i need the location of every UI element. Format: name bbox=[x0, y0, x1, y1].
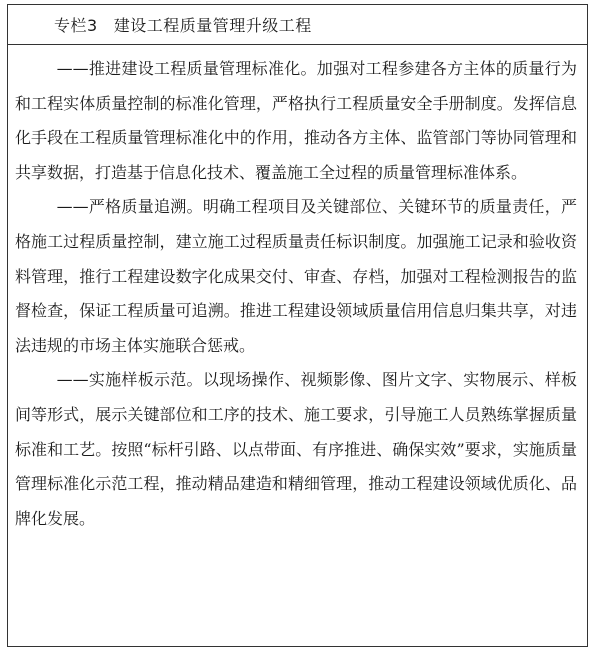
paragraph-text: 以现场操作、视频影像、图片文字、实物展示、样板间等形式，展示关键部位和工序的技术、施工要求，引导施工人员熟练掌握质量标准和工艺。按照“标杆引路、以点带面、有序推进、确保实效”要求，实施质量管理标准化示范工程，推动精品建造和精细管理，推动工程建设领域优质化、品牌化发展。 bbox=[15, 370, 577, 528]
column-title: 建设工程质量管理升级工程 bbox=[113, 16, 312, 35]
column-tag: 专栏3 bbox=[54, 16, 98, 35]
paragraph-standardization bbox=[15, 52, 577, 190]
paragraph-lead: ——严格质量追溯。 bbox=[56, 197, 203, 217]
column-box bbox=[7, 4, 588, 647]
paragraph-traceability bbox=[15, 190, 577, 363]
paragraph-text: 加强对工程参建各方主体的质量行为和工程实体质量控制的标准化管理，严格执行工程质量安全手册制度。发挥信息化手段在工程质量管理标准化中的作用，推动各方主体、监管部门等协同管理和共享数据，打造基于信息化技术、覆盖施工全过程的质量管理标准体系。 bbox=[15, 59, 577, 182]
paragraph-lead: ——推进建设工程质量管理标准化。 bbox=[56, 59, 317, 78]
column-body bbox=[8, 45, 587, 536]
paragraph-demonstration bbox=[15, 363, 577, 536]
paragraph-lead: ——实施样板示范。 bbox=[56, 370, 203, 390]
column-header bbox=[8, 5, 587, 45]
paragraph-text: 明确工程项目及关键部位、关键环节的质量责任，严格施工过程质量控制，建立施工过程质量责任标识制度。加强施工记录和验收资料管理，推行工程建设数字化成果交付、审查、存档，加强对工程检测报告的监督检查，保证工程质量可追溯。推进工程建设领域质量信用信息归集共享，对违法违规的市场主体实施联合惩戒。 bbox=[15, 197, 577, 355]
